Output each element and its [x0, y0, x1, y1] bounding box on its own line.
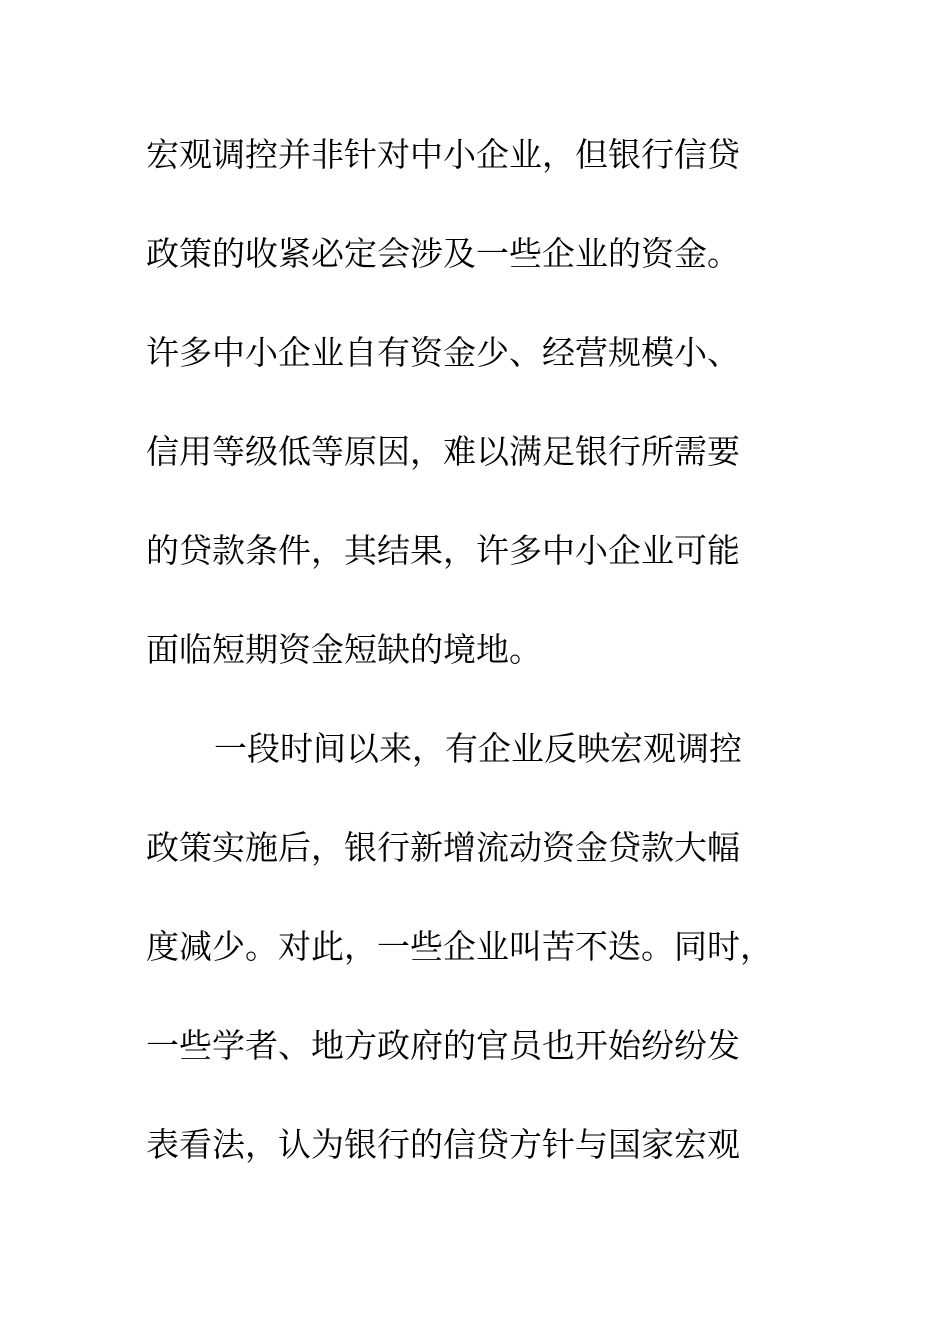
text-line: 面临短期资金短缺的境地。 [146, 630, 542, 669]
text-line: 信用等级低等原因，难以满足银行所需要 [146, 432, 740, 471]
text-line: 一些学者、地方政府的官员也开始纷纷发 [146, 1026, 740, 1065]
text-line: 政策实施后，银行新增流动资金贷款大幅 [146, 828, 740, 867]
text-line: 许多中小企业自有资金少、经营规模小、 [146, 333, 740, 372]
text-line: 的贷款条件，其结果，许多中小企业可能 [146, 531, 740, 570]
text-line: 表看法，认为银行的信贷方针与国家宏观 [146, 1125, 740, 1164]
text-line: 度减少。对此，一些企业叫苦不迭。同时， [146, 927, 773, 966]
text-line: 宏观调控并非针对中小企业，但银行信贷 [146, 135, 740, 174]
paragraph-first-line: 一段时间以来，有企业反映宏观调控 [214, 729, 742, 768]
text-line: 政策的收紧必定会涉及一些企业的资金。 [146, 234, 740, 273]
document-body [146, 120, 826, 1209]
